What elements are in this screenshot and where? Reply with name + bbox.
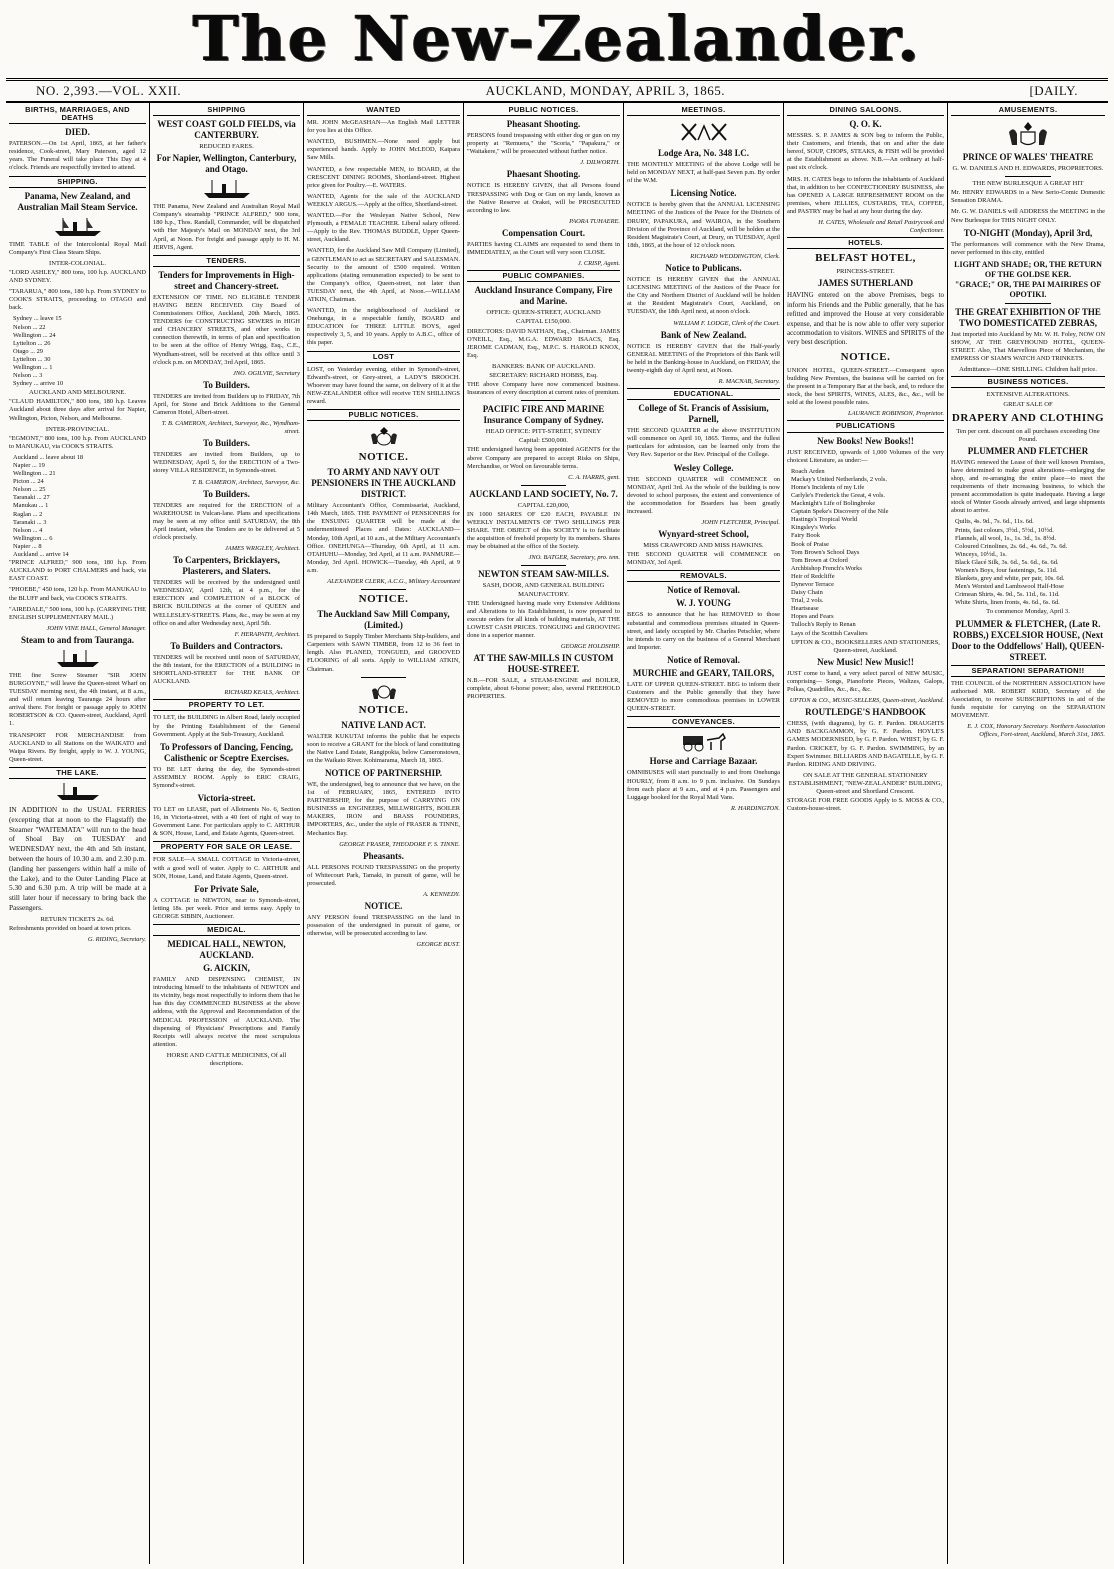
section-header: PUBLICATIONS bbox=[787, 420, 944, 432]
steamship-icon bbox=[55, 782, 101, 802]
ad-heading: NOTICE. bbox=[364, 901, 403, 912]
ad-text: JUST RECEIVED, upwards of 1,000 Volumes of the very choicest Literature, as under:— bbox=[787, 448, 944, 464]
ad-heading: AUCKLAND LAND SOCIETY, No. 7. bbox=[469, 488, 618, 499]
ad-heading: THE GREAT EXHIBITION OF THE TWO DOMESTICATED ZEBRAS, bbox=[955, 306, 1101, 328]
list-item: Daisy Chain bbox=[791, 589, 823, 597]
list-item: Trial, 2 vols. bbox=[791, 597, 824, 605]
ad-text: THE fine Screw Steamer "SIR JOHN BURGOYNE," will leave the Queen-street Wharf on TUESDAY morning next, the 4th instant, at 8 a.m., and will return leaving Tauranga 24 hours after arrival there. For freight or passage apply to JOHN ROBERTSON & CO. Queen-street, Auckland, April 1. bbox=[9, 671, 146, 728]
section-header: BUSINESS NOTICES. bbox=[951, 376, 1105, 388]
ad-text: WANTED.—For the Wesleyan Native School, New Plymouth, a FEMALE TEACHER. Liberal salary offered.—Apply to the Rev. THOMAS BUDDLE, Upper Queen-street, Auckland. bbox=[307, 212, 460, 244]
ad-heading: Horse and Carriage Bazaar. bbox=[649, 756, 758, 767]
ad-text: "PRINCE ALFRED," 900 tons, 180 h.p. From AUCKLAND to PORT CHALMERS and back, via EAST COAST. bbox=[9, 559, 146, 583]
list-item: Kingsley's Works bbox=[791, 524, 836, 532]
list-item: Sydney ... arrive 10 bbox=[13, 380, 64, 388]
section-header: TENDERS. bbox=[153, 255, 300, 267]
ad-heading: AT THE SAW-MILLS IN CUSTOM HOUSE-STREET. bbox=[473, 653, 614, 675]
section-header: DINING SALOONS. bbox=[787, 105, 944, 116]
signature: T. B. CAMERON, Architect, Surveyor, &c., Wyndham-street. bbox=[161, 420, 300, 436]
section-header: LOST bbox=[307, 351, 460, 363]
list-item: Lyttelton ... 26 bbox=[13, 339, 51, 347]
ad-heading: MEDICAL HALL, NEWTON, AUCKLAND. bbox=[167, 939, 286, 961]
ad-heading: Pheasant Shooting. bbox=[506, 119, 581, 130]
book-list bbox=[787, 468, 944, 638]
ad-text: LOST, on Yesterday evening, either in Symond's-street, Edward's-street, or Grey-street, a LADY'S BROOCH. Whoever may have found the same, on delivery of it at the NEW-ZEALANDER office will receive TEN SHILLINGS reward. bbox=[307, 365, 460, 405]
ad-heading: For Private Sale, bbox=[194, 883, 259, 894]
list-item: Heir of Redcliffe bbox=[791, 572, 835, 580]
ad-heading: New Books! New Books!! bbox=[817, 435, 914, 446]
ad-text: TENDERS are invited from Builders up to FRIDAY, 7th April, for Stone and Brick Additions to the General Cameron Hotel, Albert-street. bbox=[153, 392, 300, 416]
column-5 bbox=[624, 103, 784, 1564]
list-item: Black Glacé Silk, 3s. 6d., 5s. 6d., 6s. 6d. bbox=[955, 558, 1059, 566]
ad-text: THE MONTHLY MEETING of the above Lodge will be held on MONDAY NEXT, at half-past Seven p.m. By order of the W.M. bbox=[627, 161, 780, 185]
section-header: REMOVALS. bbox=[627, 570, 780, 582]
ad-subheading: To commence Monday, April 3. bbox=[986, 608, 1070, 616]
list-item: Wellington ... 24 bbox=[13, 331, 56, 339]
ad-heading: NEWTON STEAM SAW-MILLS. bbox=[478, 569, 609, 580]
list-item: Captain Speke's Discovery of the Nile bbox=[791, 508, 889, 516]
signature: E. J. COX, Honorary Secretary. Northern Association Offices, Fort-street, Auckland, March 31st, 1865. bbox=[967, 723, 1105, 739]
edition: [DAILY. bbox=[1029, 83, 1078, 98]
signature: T. B. CAMERON, Architect, Surveyor, &c. bbox=[192, 478, 300, 486]
ad-text: WE, the undersigned, beg to announce that we have, on the 1st of FEBRUARY, 1865, ENTERED INTO PARTNERSHIP, for the purpose of CARRYING ON BUSINESS as ENGINEERS, MILLWRIGHTS, BOILER MAKERS, IRON and BRASS FOUNDERS, IMPORTERS, &c., under the style of FRASER & TINNE, Mechanics Bay. bbox=[307, 780, 460, 837]
list-item: Prints, fast colours, 3½d., 5½d., 10½d. bbox=[955, 526, 1054, 534]
ad-text: WANTED, in the neighbourhood of Auckland or Onehunga, in a respectable family, BOARD and EDUCATION for THREE LITTLE BOYS, aged respectively 3, 5, and 10 years. Apply to A.B.C., office of this paper. bbox=[307, 307, 460, 347]
list-item: Nelson ... 22 bbox=[13, 323, 46, 331]
list-item: Lays of the Scottish Cavaliers bbox=[791, 629, 868, 637]
list-item: Home's Incidents of my Life bbox=[791, 483, 865, 491]
section-header: AMUSEMENTS. bbox=[951, 105, 1105, 116]
price-list bbox=[951, 518, 1105, 607]
signature: PAORA TUHAERE. bbox=[569, 217, 620, 225]
divider bbox=[1005, 176, 1051, 177]
ad-heading: College of St. Francis of Assisium, Parnell, bbox=[638, 403, 769, 425]
ad-heading: To Builders. bbox=[203, 438, 250, 449]
ad-text: OMNIBUSES will start punctually to and from Onehunga HOURLY, from 8 a.m. to 9 p.m. inclusive. On Sundays from each place at 9 a.m., and at 4 p.m. Passengers and Luggage booked for the Royal Mail Vans. bbox=[627, 769, 780, 801]
ad-subheading: SASH, DOOR, AND GENERAL BUILDING MANUFACTORY. bbox=[482, 582, 605, 598]
list-item: Flannels, all wool, 1s., 1s. 3d., 1s. 8½d. bbox=[955, 534, 1057, 542]
ad-text: TENDERS will be received until noon of SATURDAY, the 8th instant, for the ERECTION of a BUILDING in SHORTLAND-STREET for THE BANK OF AUCKLAND. bbox=[153, 653, 300, 686]
section-header: THE LAKE. bbox=[9, 767, 146, 779]
list-item: Blankets, grey and white, per pair, 10s. 6d. bbox=[955, 575, 1065, 583]
divider bbox=[521, 400, 567, 401]
masonic-emblem-icon bbox=[674, 120, 734, 144]
signature: JOHN VINE HALL, General Manager. bbox=[46, 624, 146, 632]
ad-text: JUST come to hand, a very select parcel of NEW MUSIC, comprising— Songs, Pianoforte Pieces, Waltzes, Galops, Polkas, Quadrilles, &c., &c., &c. bbox=[787, 669, 944, 694]
section-header: SHIPPING. bbox=[9, 176, 146, 188]
ad-subheading: THE NEW BURLESQUE A GREAT HIT bbox=[972, 180, 1084, 188]
list-item: Raglan ... 2 bbox=[13, 510, 43, 518]
list-item: Quilts, 4s. 9d., 7s. 6d., 11s. 6d. bbox=[955, 518, 1034, 526]
list-item: Dynevor Terrace bbox=[791, 581, 834, 588]
ad-subheading: HEAD OFFICE: PITT-STREET, SYDNEY bbox=[485, 428, 602, 436]
divider bbox=[361, 677, 407, 678]
ad-heading: Notice of Removal. bbox=[667, 654, 740, 665]
ad-text: LATE OF UPPER QUEEN-STREET. BEG to inform their Customers and the Public generally that they have REMOVED to more commodious premises in LOWER QUEEN-STREET. bbox=[627, 680, 780, 713]
list-item: Men's Worsted and Lambswool Half-Hose bbox=[955, 583, 1064, 591]
ad-heading: WEST COAST GOLD FIELDS, via CANTERBURY. bbox=[157, 119, 296, 141]
signature: JOHN FLETCHER, Principal. bbox=[701, 519, 780, 526]
signature: WILLIAM F. LODGE, Clerk of the Court. bbox=[673, 319, 780, 327]
ad-subheading: AUCKLAND AND MELBOURNE. bbox=[29, 389, 126, 397]
ad-subheading: MISS CRAWFORD AND MISS HAWKINS. bbox=[643, 542, 764, 550]
ad-text: CHESS, (with diagrams), by G. F. Pardon. DRAUGHTS AND BACKGAMMON, by G. F. Pardon. HOYLE'S GAMES MODERNISED, by G. F. Pardon. WHIST, by G. F. Pardon. CRICKET, by G. F. Pardon. SWIMMING, by an Expert Swimmer. BILLIARDS AND BAGATELLE, by G. F. Pardon. RIDING AND DRIVING. bbox=[787, 720, 944, 768]
column-7 bbox=[948, 103, 1108, 1564]
signature: C. A. HARRIS, gent. bbox=[568, 473, 620, 481]
ad-heading: Q. O. K. bbox=[849, 119, 882, 130]
list-item: Tom Brown's School Days bbox=[791, 548, 860, 556]
ad-text: THE above Company have now commenced business. Insurances of every description at current rates of premium. bbox=[467, 381, 620, 397]
royal-arms-icon bbox=[1005, 120, 1051, 148]
signature: RICHARD WEDDINGTON, Clerk. bbox=[690, 252, 780, 260]
list-item: Tom Brown at Oxford bbox=[791, 556, 848, 564]
ad-text: Just imported into Auckland by Mr. W. H. Foley, NOW ON SHOW, AT THE GREYHOUND HOTEL, QUEEN-STREET. Also, That Marvellous Piece of Mechanism, the EMPRESS OF SIAM'S WATCH AND TRINKETS. bbox=[951, 330, 1105, 363]
list-item: Crimean Shirts, 4s. 9d., 5s. 11d., 6s. 11d. bbox=[955, 591, 1060, 599]
ad-text: "AIREDALE," 500 tons, 100 h.p. (CARRYING THE ENGLISH SUPPLEMENTARY MAIL.) bbox=[9, 605, 146, 621]
ad-text: DIRECTORS: DAVID NATHAN, Esq., Chairman. JAMES O'NEILL, Esq., M.G.A. EDWARD ISAACS, Esq. JEROME CADMAN, Esq., M.P.C. S. HAROLD KNOX, Esq. bbox=[467, 327, 620, 359]
ad-text: TIME TABLE of the Intercolonial Royal Mail Company's First Class Steam Ships. bbox=[9, 240, 146, 256]
list-item: White Shirts, linen fronts, 4s. 6d., 6s. 6d. bbox=[955, 599, 1060, 607]
ad-text: "PHOEBE," 450 tons, 120 h.p. From MANUKAU to the BLUFF and back, via COOK'S STRAITS. bbox=[9, 586, 146, 602]
ad-text: ANY PERSON found TRESPASSING on the land in possession of the undersigned in pursuit of game, or otherwise, will be prosecuted according to law. bbox=[307, 914, 460, 938]
ad-heading: PACIFIC FIRE AND MARINE Insurance Company of Sydney. bbox=[482, 404, 605, 426]
ad-text: "EGMONT," 800 tons, 100 h.p. From AUCKLAND to MANUKAU, via COOK'S STRAITS. bbox=[9, 434, 146, 450]
ad-text: N.B.—FOR SALE, a STEAM-ENGINE and BOILER, complete, about 6-horse power; also, several FREEHOLD PROPERTIES. bbox=[467, 677, 620, 701]
ad-subheading: PRINCESS-STREET. bbox=[836, 268, 895, 276]
section-header: HOTELS. bbox=[787, 237, 944, 249]
ad-text: TO LET on LEASE, part of Allotments No. 6, Section 16, in Victoria-street, with a 40 feet of right of way to Government Lane. For particulars apply to C. ARTHUR & SON, House, Land, and Estate Agents, Queen-street. bbox=[153, 805, 300, 838]
ad-text: MESSRS. S. P. JAMES & SON beg to inform the Public, their Customers, and friends, that on and after the date hereof, SOUP, CHOPS, STEAKS, & FISH will be provided at the Establishment as above. N.B.—An ordinary at half-past six o'clock. bbox=[787, 132, 944, 172]
ad-subheading: Admittance—ONE SHILLING. Children half price. bbox=[959, 366, 1097, 374]
list-item: Nelson ... 3 bbox=[13, 372, 43, 380]
ad-text: PARTIES having CLAIMS are requested to send them in IMMEDIATELY, as the Court will very soon CLOSE. bbox=[467, 240, 620, 257]
ad-text: WANTED, for the Auckland Saw Mill Company (Limited), a GENTLEMAN to act as SECRETARY and SALESMAN. Security to the amount of £500 required. Written applications (stating remuneration expected) to be sent to the Company's office, Queen-street, not later than TUESDAY next, the 4th April, at Noon.—WILLIAM ATKIN, Chairman. bbox=[307, 247, 460, 303]
ad-heading: Licensing Notice. bbox=[670, 188, 737, 199]
list-item: Mackay's United Netherlands, 2 vols. bbox=[791, 475, 887, 483]
ad-subheading: HORSE AND CATTLE MEDICINES, Of all descriptions. bbox=[166, 1051, 287, 1068]
section-header: EDUCATIONAL. bbox=[627, 388, 780, 400]
royal-arms-icon bbox=[367, 425, 401, 447]
ad-text: FAMILY AND DISPENSING CHEMIST, IN introducing himself to the inhabitants of NEWTON and its vicinity, begs most respectfully to inform them that he has this day COMMENCED BUSINESS at the above address, with the Approval and Recommendation of the MEDICAL PROFESSION of AUCKLAND. The dispensing of Physicians' Prescriptions and Family Receipts will always receive the most scrupulous attention. bbox=[153, 976, 300, 1048]
ad-text: WALTER KUKUTAI informs the public that he expects soon to receive a GRANT for the block of land constituting the Native Land Estate, Rangipokia, below Cameronstown, on the Waikato River. Kohimarama, March 18, 1865. bbox=[307, 732, 460, 764]
column-2 bbox=[150, 103, 304, 1564]
signature: GEORGE BUST. bbox=[416, 941, 460, 949]
ad-text: IN 1000 SHARES OF £20 EACH, PAYABLE IN WEEKLY INSTALMENTS OF TWO SHILLINGS PER SHARE. THE OBJECT of this SOCIETY is to facilitate the acquisition of freehold property by its members. Shares may be obtained at the office of the Society. bbox=[467, 510, 620, 551]
ad-text: TENDERS will be received by the undersigned until WEDNESDAY, April 12th, at 4 p.m., for the ERECTION and COMPLETION of a BLOCK of BRICK BUILDINGS at the corner of QUEEN and WELLESLEY-STREETS. Plans, &c., may be seen at my office on and after Wednesday next, April 5th. bbox=[153, 579, 300, 627]
steamship-icon bbox=[53, 216, 103, 238]
ad-heading: W. J. YOUNG bbox=[676, 598, 731, 609]
ad-text: "TARARUA," 800 tons, 180 h.p. From SYDNEY to COOK'S STRAITS, proceeding to OTAGO and back. bbox=[9, 288, 146, 312]
ad-text: THE SECOND QUARTER at the above INSTITUTION will commence on April 10, 1865. Terms, and the fullest particulars for admission, can be learned only from the Very Rev. Superior or the Rev. Principal of the College. bbox=[627, 427, 780, 459]
ad-heading: NATIVE LAND ACT. bbox=[341, 719, 426, 730]
ad-text: HAVING renewed the Lease of their well known Premises, have determined to make great alterations—enlarging the shop, and re-arranging the entire place—to meet the requirements of their increasing business, to which the present accommodation is quite inadequate. Having a large stock of Winter Goods already arrived, and large shipments about to arrive. bbox=[951, 458, 1105, 515]
ad-heading: The Auckland Saw Mill Company, (Limited.) bbox=[317, 609, 450, 631]
section-header: BIRTHS, MARRIAGES, AND DEATHS bbox=[9, 105, 146, 124]
ad-heading: "GRACE;" OR, THE PAI MAIRIRES OF OPOTIKI. bbox=[954, 279, 1102, 299]
list-item: Wellington ... 21 bbox=[13, 470, 56, 478]
ad-text: FOR SALE—A SMALL COTTAGE in Victoria-street, with a good well of water. Apply to C. ARTHUR and SON, House, Land, and Estate Agents, Queen-street. bbox=[153, 856, 300, 880]
ad-heading: DRAPERY AND CLOTHING bbox=[951, 411, 1105, 424]
ad-text: A COTTAGE in NEWTON, near to Symonds-street, letting 18s. per week. Price and terms easy. Apply to GEORGE SIBBIN, Auctioneer. bbox=[153, 896, 300, 920]
signature: R. MACNAB, Secretary. bbox=[718, 377, 780, 385]
list-item: Wellington ... 6 bbox=[13, 534, 53, 542]
list-item: Taranaki ... 27 bbox=[13, 494, 50, 502]
ad-subheading: Ten per cent. discount on all purchases exceeding One Pound. bbox=[956, 427, 1100, 443]
ad-text: THE Panama, New Zealand and Australian Royal Mail Company's steamship "PRINCE ALFRED," 900 tons, 180 h.p., Thos. Randall, Commander, will be dispatched with Her Majesty's Mail on MONDAY next, the 3rd April, at Noon. For freight and passage apply to H. M. JERVIS, Agent. bbox=[153, 203, 300, 251]
signature: UPTON & CO., MUSIC-SELLERS, Queen-street, Auckland. bbox=[789, 697, 944, 705]
list-item: Archbishop French's Works bbox=[791, 564, 862, 572]
ad-text: PERSONS found trespassing with either dog or gun on my property at "Remuera," the "Scoria," "Papakura," or "Waitakere," will be prosecuted without further notice. bbox=[467, 132, 620, 156]
ad-heading: JAMES SUTHERLAND bbox=[817, 278, 914, 289]
signature: H. CATES, Wholesale and Retail Pastrycook and Confectioner. bbox=[818, 219, 944, 235]
ad-text: IN ADDITION to the USUAL FERRIES (excepting that at noon to the Flagstaff) the Steamer "WAITEMATA" will run to the head of Shoal Bay on TUESDAY and WEDNESDAY next, the 4th and 5th instant, between the hours of 10.30 a.m. and 2.30 p.m. (landing her passengers within half a mile of the Lake), and to the Outer Landing Place at 5.30 and 6.30 p.m. A trip will be made at a still later hour if necessary to bring back the Passengers. bbox=[9, 805, 146, 912]
divider bbox=[521, 485, 567, 486]
ad-subheading: RETURN TICKETS 2s. 6d. bbox=[40, 915, 115, 923]
section-header: SHIPPING bbox=[153, 105, 300, 116]
signature: J. CRISP, Agent. bbox=[577, 260, 620, 268]
ad-subheading: CAPITAL £20,000, bbox=[517, 501, 570, 509]
ad-heading: ROUTLEDGE'S HANDBOOK bbox=[805, 707, 926, 718]
ad-text: MRS. H. CATES begs to inform the inhabitants of Auckland that, in addition to her CONFECTIONERY BUSINESS, she has OPENED A LARGE REFRESHMENT ROOM on the premises, where JELLIES, CUSTARDS, TEA, COFFEE, and PASTRY may be had at any hour during the day. bbox=[787, 175, 944, 215]
ad-subheading: SECRETARY: RICHARD HOBBS, Esq. bbox=[489, 371, 598, 379]
ad-heading: PRINCE OF WALES' THEATRE bbox=[962, 152, 1094, 163]
list-item: Hastings's Tropical World bbox=[791, 516, 858, 524]
ad-heading: LIGHT AND SHADE; OR, THE RETURN OF THE GOLDSE KER. bbox=[954, 259, 1102, 279]
list-item: Hopes and Fears bbox=[791, 613, 834, 621]
section-header: SEPARATION! SEPARATION!! bbox=[951, 665, 1105, 677]
signature: A. KENNEDY. bbox=[423, 891, 460, 898]
section-header: MEETINGS. bbox=[627, 105, 780, 116]
port-schedule bbox=[9, 454, 146, 559]
signature: RICHARD KEALS, Architect. bbox=[224, 689, 300, 697]
ad-text: TENDERS are required for the ERECTION of a WAREHOUSE in Vulcan-lane. Plans and specifications may be seen at my office until SATURDAY, the 8th April instant, when the Tenders are to be delivered at 5 o'clock precisely. bbox=[153, 501, 300, 541]
list-item: Otago ... 29 bbox=[13, 347, 43, 355]
signature: GEORGE HOLDSHIP. bbox=[560, 643, 620, 651]
ad-subheading: Capital: £500,000. bbox=[519, 437, 568, 445]
ad-text: BEGS to announce that he has REMOVED to those substantial and commodious premises situated in Queen-street, and lately occupied by Mr. Charles Petschler, where he intends to carry on the business of a General Merchant and Importer. bbox=[627, 611, 780, 651]
dateline bbox=[6, 78, 1108, 102]
ad-text: STORAGE FOR FREE GOODS Apply to S. MOSS & CO., Custom-house-street. bbox=[787, 797, 944, 813]
section-header: WANTED bbox=[307, 105, 460, 116]
ad-text: MR. JOHN McGEASHAN—An English Mail LETTER for you lies at this Office. bbox=[307, 119, 460, 135]
ad-heading: To Builders. bbox=[203, 488, 250, 499]
divider bbox=[361, 589, 407, 590]
list-item: Napier ... 19 bbox=[13, 462, 45, 469]
ad-text: NOTICE IS HEREBY GIVEN, that all Persons found TRESPASSING with Dog or Gun on my lands, known as the Native Reserve at Orakei, will be PROSECUTED according to law. bbox=[467, 182, 620, 214]
ad-heading: Pheasants. bbox=[363, 850, 404, 861]
ad-text: WANTED, BUSHMEN.—None need apply but experienced hands. Apply to JOHN McLEOD, Kaipara Saw Mills. bbox=[307, 138, 460, 162]
list-item: Book of Praise bbox=[791, 540, 829, 548]
ad-text: WANTED, Agents for the sale of the AUCKLAND WEEKLY ARGUS.—Apply at the office, Shortland-street. bbox=[307, 192, 460, 208]
ad-text: TO LET, the BUILDING in Albert Road, lately occupied by the Printing Establishment of the General Government. Apply at the Sub-Treasury, Auckland. bbox=[153, 714, 300, 738]
ad-heading: DIED. bbox=[65, 127, 90, 138]
ad-heading: Lodge Ara, No. 348 I.C. bbox=[657, 148, 749, 159]
ad-text: THE SECOND QUARTER will COMMENCE on MONDAY, April 3rd. As the whole of the building is now devoted to school purposes, the extent and convenience of the accommodation for Boarders has been greatly increased. bbox=[627, 475, 780, 515]
list-item: Manukau ... 1 bbox=[13, 502, 49, 510]
signature: J. DILWORTH. bbox=[580, 159, 620, 167]
list-item: Carlyle's Frederick the Great, 4 vols. bbox=[791, 491, 885, 499]
list-item: Fairy Book bbox=[791, 532, 820, 540]
ad-text: THE undersigned having been appointed AGENTS for the above Company are prepared to accept Risks on Ships, Merchandise, or Wool on favourable terms. bbox=[467, 446, 620, 470]
section-header: PUBLIC NOTICES. bbox=[307, 409, 460, 421]
ad-text: NOTICE IS HEREBY GIVEN that the Half-yearly GENERAL MEETING of the Proprietors of this Bank will be held in the Banking-house in Auckland, on FRIDAY, the twenty-eighth day of April next, at Noon. bbox=[627, 342, 780, 374]
ad-heading: Notice of Removal. bbox=[667, 585, 740, 596]
newspaper-title: The New-Zealander. bbox=[192, 2, 922, 75]
ad-text: EXTENSION OF TIME. NO ELIGIBLE TENDER HAVING BEEN RECEIVED. City Board of Commissioners Office, Auckland, 20th March, 1865. TENDERS for CONSTRUCTING SEWERS in HIGH and CHANCERY STREETS, and other works in connection therewith, in terms of plan and specification to be seen at the office of Henry Wrigg, Esq., C.E., Wyndham-street, will be received at this office until 3 o'clock p.m. on MONDAY, 3rd April, 1865. bbox=[153, 293, 300, 366]
divider bbox=[1005, 303, 1051, 304]
ad-heading: Phaesant Shooting. bbox=[506, 169, 581, 180]
ad-heading: Panama, New Zealand, and Australian Mail Steam Service. bbox=[17, 190, 138, 212]
ad-heading: To Professors of Dancing, Fencing, Calisthenic or Sceptre Exercises. bbox=[159, 741, 293, 763]
ad-heading: G. AICKIN, bbox=[203, 963, 250, 974]
ad-text: HAVING entered on the above Premises, begs to inform his Friends and the Public generally, that he has refitted and improved the House at very considerable expense, and that he is now able to offer very superior accommodation to visitors. WINES and SPIRITS of the very best description. bbox=[787, 291, 944, 347]
issue-number: NO. 2,393.—VOL. XXII. bbox=[36, 83, 182, 98]
list-item: Roach Arden bbox=[791, 467, 825, 475]
signature: R. HARDINGTON. bbox=[730, 804, 780, 812]
list-item: Nelson ... 25 bbox=[13, 486, 46, 494]
ad-text: NOTICE IS HEREBY GIVEN that the ANNUAL LICENSING MEETING of the Justices of the Peace for the City and Northern District of Auckland will be holden at the Resident Magistrate's Court, Auckland, on TUESDAY, the 18th April next, at noon o'clock. bbox=[627, 276, 780, 316]
ad-subheading: G. W. DANIELS AND H. EDWARDS, PROPRIETORS. bbox=[952, 165, 1104, 173]
ad-heading: PLUMMER & FLETCHER, (Late R. ROBBS,) EXCELSIOR HOUSE, (Next Door to the Oddfellows' Hall), QUEEN-STREET. bbox=[951, 618, 1105, 662]
ad-heading: Steam to and from Tauranga. bbox=[20, 634, 135, 645]
ad-text: Refreshments provided on board at town prices. bbox=[9, 924, 132, 932]
signature: GEORGE FRASER, THEODORE F. S. TINNE. bbox=[339, 840, 460, 848]
list-item: Picton ... 24 bbox=[13, 478, 44, 486]
ad-heading: Wesley College. bbox=[673, 462, 734, 473]
list-item: Auckland ... leave about 18 bbox=[13, 453, 84, 461]
royal-arms-icon bbox=[369, 682, 399, 700]
list-item: Winceys, 10½d., 1s. bbox=[955, 550, 1007, 558]
ad-text: THE COUNCIL of the NORTHERN ASSOCIATION have authorised MR. ROBERT KIDD, Secretary of the Association, to receive SUBSCRIPTIONS in aid of the funds requisite for carrying on the SEPARATION MOVEMENT. bbox=[951, 679, 1105, 720]
list-item: Tulloch's Reply to Renan bbox=[791, 621, 856, 629]
section-header: PUBLIC COMPANIES. bbox=[467, 270, 620, 282]
ad-heading: Bank of New Zealand. bbox=[660, 329, 747, 340]
ad-text: Military Accountant's Office, Commissariat, Auckland, 14th March, 1865. THE PAYMENT of PENSIONERS for the ENSUING QUARTER will be made at the undermentioned Places and Dates: AUCKLAND—Monday, 10th April, at 10 a.m., at the Military Accountant's Office. ONEHUNGA—Thursday, 6th April, at 11 a.m. OTAHUHU—Monday, 3rd April, at 11 a.m. PANMURE—Monday, 3rd April. HOWICK—Tuesday, 4th April, at 9 a.m. bbox=[307, 502, 460, 574]
list-item: Heartsease bbox=[791, 605, 819, 613]
section-header: PROPERTY TO LET. bbox=[153, 699, 300, 711]
ad-subheading: INTER-PROVINCIAL. bbox=[45, 425, 110, 433]
ad-text: ALL PERSONS FOUND TRESPASSING on the property of Whitecourt Park, Tamaki, in pursuit of game, will be prosecuted. bbox=[307, 863, 460, 887]
ad-text: WANTED, a few respectable MEN, to BOARD, at the CRESCENT DINING ROOMS, Shortland-street. Highest price given for Poultry.—E. WATERS. bbox=[307, 165, 460, 189]
ad-heading: Victoria-street. bbox=[197, 792, 256, 803]
signature: F. HERAPATH, Architect. bbox=[234, 630, 300, 638]
ad-text: TENDERS are invited from Builders, up to WEDNESDAY, April 5, for the ERECTION of a Two-storey VILLA RESIDENCE, in Symonds-street. bbox=[153, 451, 300, 475]
list-item: Wellington ... 1 bbox=[13, 363, 53, 371]
ad-heading: BELFAST HOTEL, bbox=[815, 252, 916, 265]
column-1 bbox=[6, 103, 150, 1564]
ad-text: THE Undersigned having made very Extensive Additions and Alterations to his Establishment, is now prepared to execute orders for all kinds of building materials, AT THE LOWEST CASH PRICES. TONGUING and GROOVING done in a superior manner. bbox=[467, 599, 620, 640]
ad-heading: Tenders for Improvements in High-street and Chancery-street. bbox=[158, 269, 295, 291]
ad-heading: TO-NIGHT (Monday), April 3rd, bbox=[963, 227, 1093, 238]
ad-heading: To Builders. bbox=[203, 379, 250, 390]
list-item: Auckland ... arrive 14 bbox=[13, 551, 69, 559]
signature: G. RIDING, Secretary. bbox=[87, 935, 146, 943]
ad-heading: Notice to Publicans. bbox=[665, 263, 742, 274]
ad-heading: NOTICE. bbox=[840, 350, 891, 363]
list-item: Women's Boys, four fastenings, 5s. 11d. bbox=[955, 567, 1058, 574]
ad-subheading: UPTON & CO., BOOKSELLERS AND STATIONERS, Queen-street, Auckland. bbox=[791, 638, 940, 654]
ad-heading: To Carpenters, Bricklayers, Plasterers, and Slaters. bbox=[173, 555, 280, 577]
ad-heading: To Builders and Contractors. bbox=[170, 640, 283, 651]
list-item: Macknight's Life of Bolingbroke bbox=[791, 500, 876, 508]
ad-subheading: OFFICE: QUEEN-STREET, AUCKLAND bbox=[486, 309, 601, 317]
steamship-icon bbox=[202, 178, 252, 200]
ad-text: "LORD ASHLEY," 800 tons, 100 h.p. AUCKLAND AND SYDNEY. bbox=[9, 268, 146, 285]
section-header: CONVEYANCES. bbox=[627, 716, 780, 728]
place-date: AUCKLAND, MONDAY, APRIL 3, 1865. bbox=[485, 83, 726, 98]
ad-text: PATERSON.—On 1st April, 1865, at her father's residence, Cook-street, Mary Paterson, aged 12 years. The Funeral will take place This Day at 4 o'clock. Friends are respectfully invited to attend. bbox=[9, 140, 146, 172]
ad-text: THE SECOND QUARTER will COMMENCE on MONDAY, 3rd April. bbox=[627, 551, 780, 567]
signature: ALEXANDER CLERK, A.C.G., Military Accountant bbox=[327, 578, 460, 586]
ad-text: UNION HOTEL, QUEEN-STREET.—Consequent upon building New Premises, the business will be carried on for the present in a Temporary Bar at the back, and, to reduce the stock, the best SPIRITS, WINES, ALES, &c., &c., will be sold at the lowest possible rates. bbox=[787, 366, 945, 407]
ad-subheading: CAPITAL £150,000. bbox=[515, 318, 572, 326]
ad-heading: Wynyard-street School, bbox=[658, 529, 749, 540]
section-header: PROPERTY FOR SALE OR LEASE. bbox=[153, 841, 300, 853]
section-header: MEDICAL. bbox=[153, 924, 300, 936]
ad-text: "CLAUD HAMILTON," 800 tons, 180 h.p. Leaves Auckland about three days after arrival for Napier, Wellington, Picton, Nelson, and Melbourne. bbox=[9, 398, 146, 422]
horse-carriage-icon bbox=[679, 732, 729, 752]
ad-text: TRANSPORT FOR MERCHANDISE from AUCKLAND to all Stations on the WAIKATO and Waipa Rivers. By freight, apply to W. J. YOUNG, Queen-street. bbox=[9, 731, 146, 763]
ad-text: TO BE LET during the day, the Symonds-street ASSEMBLY ROOM. Apply to ERIC CRAIG, Symond's-street. bbox=[153, 765, 300, 789]
ad-heading: NOTICE OF PARTNERSHIP. bbox=[324, 767, 443, 778]
list-item: Taranaki ... 3 bbox=[13, 518, 47, 526]
ad-subheading: GREAT SALE OF bbox=[1003, 400, 1053, 408]
ad-heading: NOTICE. bbox=[358, 593, 409, 606]
ad-subheading: ON SALE AT THE GENERAL STATIONERY ESTABLISHMENT, "NEW-ZEALANDER" BUILDING, Queen-street and Shortland Crescent. bbox=[788, 771, 943, 795]
list-item: Nelson ... 4 bbox=[13, 526, 43, 534]
signature: JNO. BATGER, Secretary, pro. tem. bbox=[528, 554, 620, 562]
port-schedule bbox=[9, 315, 146, 388]
ad-subheading: EXTENSIVE ALTERATIONS. bbox=[986, 391, 1070, 399]
ad-text: Mr. HENRY EDWARDS in a New Serio-Comic Domestic Sensation DRAMA. bbox=[951, 189, 1105, 205]
ad-text: Mr. G. W. DANIELS will ADDRESS the MEETING in the New Burlesque for THIS NIGHT ONLY. bbox=[951, 208, 1105, 224]
ad-heading: MURCHIE and GEARY, TAILORS, bbox=[632, 667, 775, 678]
ad-heading: New Music! New Music!! bbox=[817, 656, 914, 667]
signature: JAMES WRIGLEY, Architect. bbox=[224, 545, 300, 553]
ad-heading: For Napier, Wellington, Canterbury, and Otago. bbox=[156, 153, 297, 175]
ad-heading: PLUMMER AND FLETCHER bbox=[967, 445, 1089, 456]
list-item: Napier ... 8 bbox=[13, 542, 42, 550]
ad-heading: NOTICE. bbox=[358, 703, 409, 716]
section-header: PUBLIC NOTICES. bbox=[467, 105, 620, 116]
column-6 bbox=[784, 103, 948, 1564]
ad-text: IS prepared to Supply Timber Merchants Ship-builders, and Carpenters with SAWN TIMBER, from 12 to 36 feet in length. Also PLANED, TONGUED, and GROOVED FLOORING of all sorts. Apply to WILLIAM ATKIN, Chairman. bbox=[307, 633, 461, 673]
signature: LAURANCE ROBINSON, Proprietor. bbox=[848, 410, 944, 418]
ad-text: NOTICE is hereby given that the ANNUAL LICENSING MEETING of the Justices of the Peace for the Districts of DRURY, PAPAKURA, and WAIROA, in the Southern Division of the Province of Auckland, will be holden at the Resident Magistrate's Court, at Drury, on TUESDAY, April 18th, 1865, at the hour of 12 o'clock noon. bbox=[627, 201, 780, 249]
list-item: Lyttelton ... 30 bbox=[13, 355, 51, 363]
list-item: Sydney ... leave 15 bbox=[13, 315, 62, 323]
ad-text: The performances will commence with the New Drama, never performed in this city, entitled bbox=[951, 240, 1105, 256]
ad-heading: Compensation Court. bbox=[501, 227, 585, 238]
ad-subheading: REDUCED FARES. bbox=[199, 143, 254, 151]
steamship-icon bbox=[55, 649, 101, 669]
masthead bbox=[6, 0, 1108, 78]
ad-subheading: INTER-COLONIAL. bbox=[49, 259, 106, 267]
column-4 bbox=[464, 103, 624, 1564]
ad-heading: Auckland Insurance Company, Fire and Marine. bbox=[474, 285, 613, 307]
ad-subheading: BANKERS: BANK OF AUCKLAND. bbox=[492, 362, 595, 370]
divider bbox=[521, 565, 567, 566]
column-3 bbox=[304, 103, 464, 1564]
columns bbox=[6, 102, 1108, 1564]
ad-heading: TO ARMY AND NAVY OUT PENSIONERS IN THE AUCKLAND DISTRICT. bbox=[311, 467, 456, 500]
list-item: Coloured Crinolines, 2s. 6d., 4s. 6d., 7s. 6d. bbox=[955, 542, 1068, 550]
ad-heading: NOTICE. bbox=[358, 451, 409, 464]
signature: JNO. OGILVIE, Secretary bbox=[233, 369, 300, 377]
